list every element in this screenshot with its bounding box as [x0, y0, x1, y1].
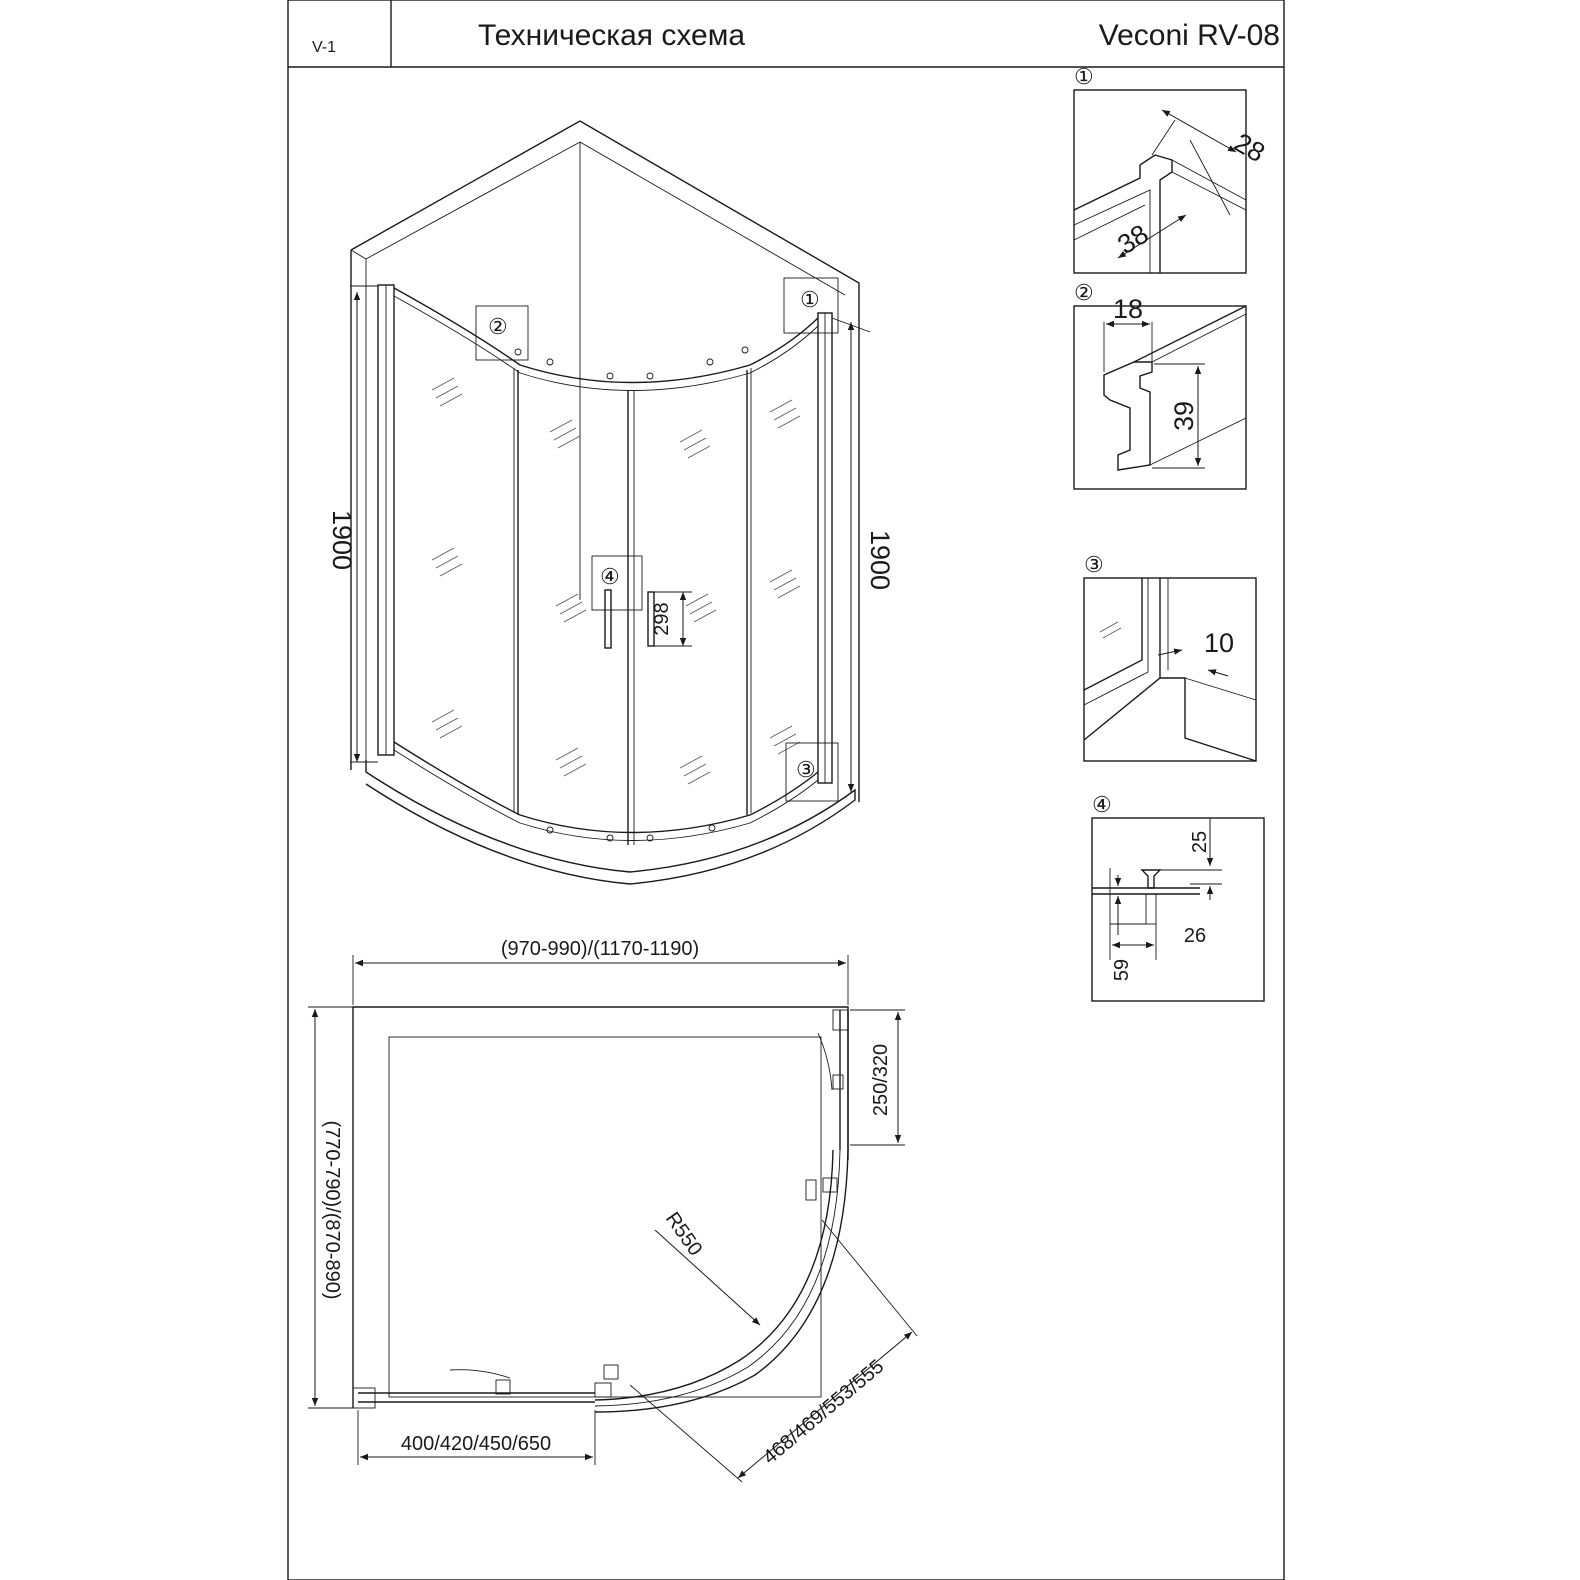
height-right-label: 1900 [865, 529, 895, 591]
handle-height-label: 298 [651, 602, 673, 636]
detail-1 [1074, 65, 1270, 273]
detail-1-dim-28: 28 [1229, 127, 1271, 169]
isometric-view [327, 121, 895, 884]
radius-label: R550 [660, 1208, 707, 1261]
model-name: Veconi RV-08 [1098, 19, 1280, 52]
detail-1-callout: ① [1074, 65, 1094, 90]
height-left-label: 1900 [327, 509, 357, 571]
detail-4-callout: ④ [1092, 793, 1112, 818]
callout-3: ③ [796, 758, 816, 783]
detail-2 [1074, 281, 1246, 489]
width-label: (970-990)/(1170-1190) [500, 938, 700, 960]
callout-4: ④ [600, 565, 620, 590]
detail-3-callout: ③ [1084, 553, 1104, 578]
detail-3-dim-10: 10 [1204, 628, 1235, 658]
detail-4-dim-25: 25 [1189, 830, 1211, 854]
page-title: Техническая схема [478, 19, 746, 52]
callout-2: ② [488, 315, 508, 340]
depth-label: (770-790)/(870-890) [321, 1120, 343, 1300]
callout-1: ① [800, 288, 820, 313]
sheet-code: V-1 [312, 39, 337, 56]
detail-4-dim-59: 59 [1111, 958, 1133, 982]
front-panel-label: 400/420/450/650 [400, 1433, 552, 1455]
opening-label: 468/469/553/555 [759, 1355, 889, 1469]
detail-1-dim-38: 38 [1112, 218, 1154, 261]
detail-2-dim-18: 18 [1112, 294, 1144, 324]
plan-view [308, 938, 917, 1482]
detail-2-callout: ② [1074, 281, 1094, 306]
detail-2-dim-39: 39 [1169, 400, 1199, 432]
detail-3 [1084, 553, 1256, 761]
detail-4 [1092, 793, 1264, 1001]
side-panel-label: 250/320 [870, 1043, 892, 1117]
detail-4-dim-26: 26 [1183, 925, 1207, 947]
